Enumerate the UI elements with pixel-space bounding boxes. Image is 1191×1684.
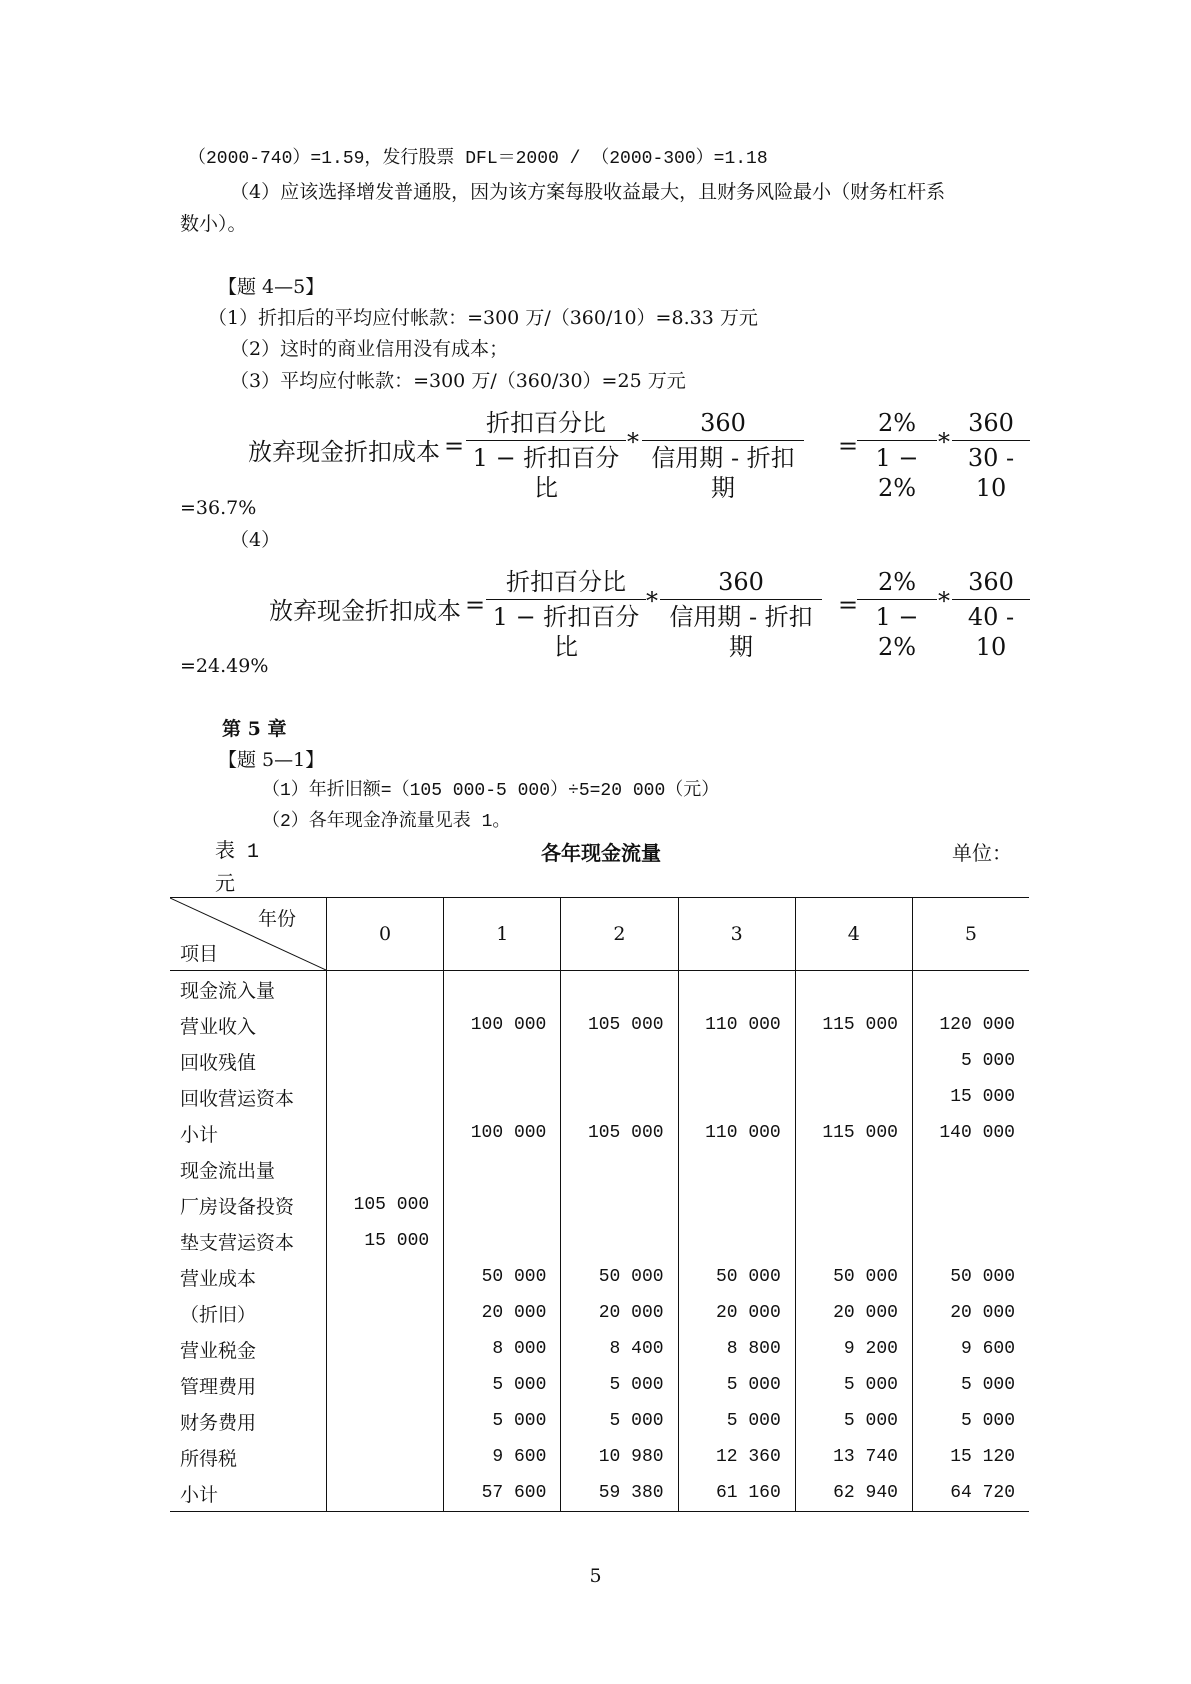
row-item-label: 现金流入量 — [180, 979, 276, 1002]
row-item-label: 回收残值 — [180, 1051, 257, 1074]
row-value-cell: 15 000 — [912, 1079, 1029, 1115]
row-value-cell: 9 200 — [795, 1331, 912, 1367]
row-value-cell: 5 000 — [912, 1403, 1029, 1439]
row-value-cell — [444, 1079, 561, 1115]
row-value-cell — [444, 971, 561, 1008]
q51-answer-2: （2）各年现金净流量见表 1。 — [262, 812, 511, 832]
row-item-label: 现金流出量 — [180, 1159, 276, 1182]
table-title: 各年现金流量 — [541, 841, 661, 865]
row-value-cell — [561, 1223, 678, 1259]
row-value-cell: 5 000 — [795, 1403, 912, 1439]
row-value-cell: 20 000 — [444, 1295, 561, 1331]
row-value-cell — [327, 1043, 444, 1079]
row-value-cell — [795, 1223, 912, 1259]
row-value-cell: 5 000 — [444, 1367, 561, 1403]
table-row — [170, 1043, 1029, 1079]
row-value-cell: 8 000 — [444, 1331, 561, 1367]
table-row — [170, 1151, 1029, 1187]
table-header-row — [170, 898, 1029, 971]
year-header: 5 — [912, 898, 1029, 971]
row-value-cell — [444, 1151, 561, 1187]
year-header: 4 — [795, 898, 912, 971]
row-value-cell — [795, 1151, 912, 1187]
row-value-cell — [327, 1007, 444, 1043]
row-value-cell — [444, 1043, 561, 1079]
row-value-cell: 61 160 — [678, 1475, 795, 1512]
row-item-label: 垫支营运资本 — [180, 1231, 295, 1254]
cash-flow-table — [170, 897, 1029, 1512]
row-value-cell — [912, 971, 1029, 1008]
table-row — [170, 971, 1029, 1008]
page-number: 5 — [589, 1565, 602, 1587]
formula-discount-cost-30 — [0, 408, 1191, 502]
row-value-cell: 100 000 — [444, 1115, 561, 1151]
row-value-cell: 20 000 — [678, 1295, 795, 1331]
row-item-label: 营业成本 — [180, 1267, 257, 1290]
row-value-cell: 105 000 — [561, 1115, 678, 1151]
row-value-cell: 9 600 — [444, 1439, 561, 1475]
row-value-cell — [795, 1187, 912, 1223]
row-value-cell: 9 600 — [912, 1331, 1029, 1367]
q45-answer-2: （2）这时的商业信用没有成本； — [230, 338, 509, 360]
row-value-cell: 5 000 — [444, 1403, 561, 1439]
row-value-cell: 115 000 — [795, 1007, 912, 1043]
corner-item-label: 项目 — [180, 943, 219, 965]
row-value-cell: 12 360 — [678, 1439, 795, 1475]
equals-sign: = — [838, 432, 859, 460]
row-item-label: 财务费用 — [180, 1411, 257, 1434]
row-value-cell: 20 000 — [912, 1295, 1029, 1331]
row-item-label: 小计 — [170, 1475, 327, 1512]
row-value-cell: 15 000 — [327, 1223, 444, 1259]
row-value-cell: 5 000 — [678, 1403, 795, 1439]
row-value-cell — [678, 971, 795, 1008]
row-value-cell: 20 000 — [561, 1295, 678, 1331]
year-header: 1 — [444, 898, 561, 971]
row-value-cell: 105 000 — [327, 1187, 444, 1223]
row-value-cell: 50 000 — [678, 1259, 795, 1295]
row-value-cell: 115 000 — [795, 1115, 912, 1151]
row-value-cell — [327, 1331, 444, 1367]
row-value-cell: 105 000 — [561, 1007, 678, 1043]
row-value-cell: 13 740 — [795, 1439, 912, 1475]
row-value-cell: 5 000 — [561, 1403, 678, 1439]
row-value-cell: 50 000 — [795, 1259, 912, 1295]
row-value-cell: 57 600 — [444, 1475, 561, 1512]
row-value-cell: 5 000 — [678, 1367, 795, 1403]
question-heading-4-5: 【题 4—5】 — [218, 276, 325, 298]
row-item-label: 营业收入 — [180, 1015, 257, 1038]
table-row — [170, 1439, 1029, 1475]
table-row — [170, 1295, 1029, 1331]
row-value-cell: 50 000 — [561, 1259, 678, 1295]
row-value-cell — [327, 1295, 444, 1331]
row-item-label: （折旧） — [180, 1303, 257, 1326]
row-value-cell: 5 000 — [561, 1367, 678, 1403]
row-value-cell: 5 000 — [912, 1367, 1029, 1403]
row-value-cell — [912, 1223, 1029, 1259]
row-value-cell — [327, 1367, 444, 1403]
equals-sign: = — [465, 591, 486, 619]
row-value-cell: 50 000 — [444, 1259, 561, 1295]
table-row — [170, 1403, 1029, 1439]
q51-answer-1: （1）年折旧额=（105 000-5 000）÷5=20 000（元） — [262, 781, 720, 801]
row-value-cell — [678, 1151, 795, 1187]
row-value-cell: 100 000 — [444, 1007, 561, 1043]
row-value-cell — [327, 1403, 444, 1439]
row-item-label: 管理费用 — [180, 1375, 257, 1398]
row-value-cell — [795, 1079, 912, 1115]
table-row — [170, 1187, 1029, 1223]
row-value-cell — [678, 1223, 795, 1259]
formula-2-result: =24.49% — [180, 655, 269, 677]
row-value-cell: 50 000 — [912, 1259, 1029, 1295]
formula-label: 放弃现金折扣成本 — [248, 438, 440, 466]
chapter-heading: 第 5 章 — [222, 718, 287, 740]
fraction-360-period: 360 信用期 - 折扣期 — [660, 567, 822, 662]
row-item-label: 回收营运资本 — [180, 1087, 295, 1110]
table-row — [170, 1115, 1029, 1151]
row-value-cell — [678, 1079, 795, 1115]
equals-sign: = — [838, 591, 859, 619]
year-header: 2 — [561, 898, 678, 971]
formula-label: 放弃现金折扣成本 — [269, 597, 461, 625]
dfl-result-line: （2000-740）=1.59，发行股票 DFL＝2000 / （2000-300）=1.18 — [188, 149, 768, 169]
table-row — [170, 1223, 1029, 1259]
table-row — [170, 1367, 1029, 1403]
row-value-cell: 20 000 — [795, 1295, 912, 1331]
row-item-label: 营业税金 — [180, 1339, 257, 1362]
fraction-discount-rate: 折扣百分比 1 − 折扣百分比 — [486, 567, 646, 662]
fraction-discount-rate: 折扣百分比 1 − 折扣百分比 — [466, 408, 626, 503]
row-value-cell: 5 000 — [912, 1043, 1029, 1079]
row-value-cell — [561, 1079, 678, 1115]
row-value-cell — [327, 1079, 444, 1115]
table-row — [170, 1259, 1029, 1295]
fraction-2-percent: 2% 1 − 2% — [857, 567, 937, 662]
row-value-cell — [327, 1439, 444, 1475]
row-value-cell — [444, 1223, 561, 1259]
multiply-sign: * — [627, 428, 639, 456]
row-value-cell: 8 400 — [561, 1331, 678, 1367]
row-value-cell — [327, 1115, 444, 1151]
answer-4-line-cont: 数小）。 — [180, 213, 247, 235]
row-value-cell: 140 000 — [912, 1115, 1029, 1151]
year-header: 0 — [327, 898, 444, 971]
fraction-360-days: 360 30 - 10 — [952, 408, 1030, 503]
row-value-cell: 62 940 — [795, 1475, 912, 1512]
row-value-cell: 59 380 — [561, 1475, 678, 1512]
row-value-cell — [795, 971, 912, 1008]
fraction-360-period: 360 信用期 - 折扣期 — [642, 408, 804, 503]
row-value-cell — [912, 1187, 1029, 1223]
row-value-cell: 120 000 — [912, 1007, 1029, 1043]
equals-sign: = — [444, 432, 465, 460]
table-row — [170, 1331, 1029, 1367]
row-item-label: 所得税 — [180, 1447, 238, 1470]
multiply-sign: * — [938, 428, 950, 456]
row-value-cell — [327, 1151, 444, 1187]
answer-4-line: （4）应该选择增发普通股，因为该方案每股收益最大，且财务风险最小（财务杠杆系 — [230, 181, 946, 203]
formula-1-result: =36.7% — [180, 497, 257, 519]
row-value-cell — [561, 1151, 678, 1187]
row-value-cell — [678, 1043, 795, 1079]
row-value-cell: 5 000 — [795, 1367, 912, 1403]
row-value-cell — [561, 971, 678, 1008]
multiply-sign: * — [938, 587, 950, 615]
formula-discount-cost-40 — [0, 567, 1191, 661]
table-corner-cell — [170, 898, 327, 971]
unit-label: 单位： — [952, 841, 1012, 865]
row-value-cell: 110 000 — [678, 1007, 795, 1043]
row-value-cell — [561, 1187, 678, 1223]
table-row — [170, 1007, 1029, 1043]
table-row — [170, 1475, 1029, 1512]
question-heading-5-1: 【题 5—1】 — [218, 749, 325, 771]
fraction-2-percent: 2% 1 − 2% — [857, 408, 937, 503]
unit-value: 元 — [215, 871, 235, 895]
corner-year-label: 年份 — [257, 908, 296, 930]
row-value-cell — [912, 1151, 1029, 1187]
table-row — [170, 1079, 1029, 1115]
row-item-label: 小计 — [180, 1123, 219, 1146]
multiply-sign: * — [646, 587, 658, 615]
fraction-360-days: 360 40 - 10 — [952, 567, 1030, 662]
q45-answer-3: （3）平均应付帐款：=300 万/（360/30）=25 万元 — [230, 370, 686, 392]
row-value-cell: 64 720 — [912, 1475, 1029, 1512]
row-value-cell: 110 000 — [678, 1115, 795, 1151]
q45-answer-1: （1）折扣后的平均应付帐款：=300 万/（360/10）=8.33 万元 — [208, 307, 758, 329]
row-value-cell: 8 800 — [678, 1331, 795, 1367]
row-item-label: 厂房设备投资 — [180, 1195, 295, 1218]
row-value-cell — [795, 1043, 912, 1079]
row-value-cell — [327, 1475, 444, 1512]
row-value-cell — [327, 1259, 444, 1295]
row-value-cell — [444, 1187, 561, 1223]
row-value-cell — [327, 971, 444, 1008]
row-value-cell: 15 120 — [912, 1439, 1029, 1475]
row-value-cell: 10 980 — [561, 1439, 678, 1475]
row-value-cell — [561, 1043, 678, 1079]
table-label: 表 1 — [215, 841, 260, 864]
q45-answer-4: （4） — [230, 529, 281, 551]
row-value-cell — [678, 1187, 795, 1223]
year-header: 3 — [678, 898, 795, 971]
